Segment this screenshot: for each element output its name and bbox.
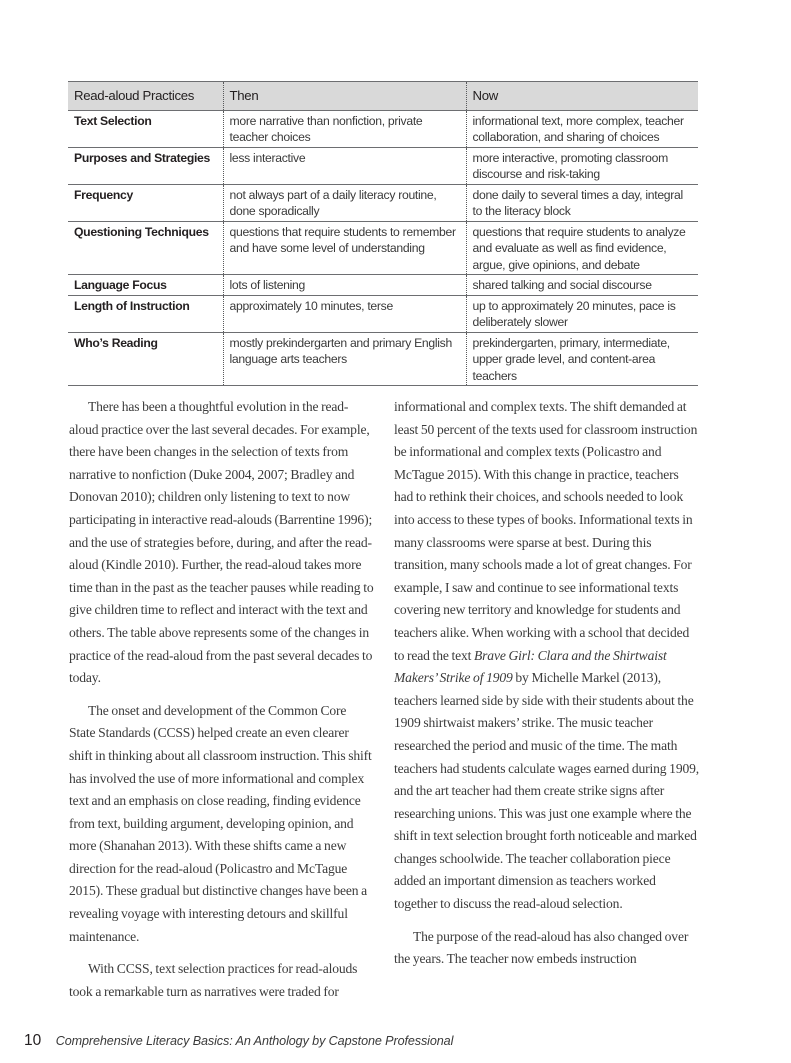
- now-cell: informational text, more complex, teacher collaboration, and sharing of choices: [466, 110, 698, 147]
- now-cell: done daily to several times a day, integral to the literacy block: [466, 184, 698, 221]
- body-paragraph: The purpose of the read-aloud has also changed over the years. The teacher now embeds instruction: [394, 928, 689, 967]
- now-cell: questions that require students to analyze and evaluate as well as find evidence, argue, give opinions, and debate: [466, 221, 698, 275]
- body-paragraph: The onset and development of the Common Core State Standards (CCSS) helped create an even clearer shift in thinking about all classroom instruction. This shift has involved the use of more informational and complex text and an emphasis on close reading, finding evidence from text, building argument, developing opinion, and more (Shanahan 2013). With these shifts came a new direction for the read-aloud (Policastro and McTague 2015). These gradual but distinctive changes have been a revealing voyage with interesting detours and skillful maintenance.: [69, 702, 372, 944]
- table-header-row: [68, 82, 698, 111]
- read-aloud-practices-table: [68, 81, 698, 386]
- then-cell: mostly prekindergarten and primary English language arts teachers: [223, 332, 466, 386]
- then-cell: approximately 10 minutes, terse: [223, 295, 466, 332]
- practice-cell: Text Selection: [74, 113, 152, 128]
- then-cell: questions that require students to remember and have some level of understanding: [223, 221, 466, 275]
- practice-cell: Purposes and Strategies: [74, 150, 211, 165]
- running-title: Comprehensive Literacy Basics: An Anthology by Capstone Professional: [55, 1034, 454, 1049]
- header-now: Now: [466, 82, 698, 111]
- practice-cell: Language Focus: [74, 278, 167, 292]
- then-cell: not always part of a daily literacy routine, done sporadically: [223, 184, 466, 221]
- table-row: [68, 110, 698, 147]
- header-then: Then: [223, 82, 466, 111]
- now-cell: shared talking and social discourse: [466, 275, 698, 296]
- right-column: [394, 396, 699, 981]
- table-row: [68, 295, 698, 332]
- page-number: 10: [24, 1032, 42, 1050]
- now-cell: up to approximately 20 minutes, pace is deliberately slower: [466, 295, 698, 332]
- table-row: [68, 221, 698, 275]
- body-paragraph-continued: [394, 396, 699, 916]
- body-text-columns: [69, 396, 699, 1013]
- table-row: [68, 184, 698, 221]
- now-cell: more interactive, promoting classroom discourse and risk-taking: [466, 147, 698, 184]
- left-column: [69, 396, 374, 1013]
- practice-cell: Frequency: [74, 187, 133, 202]
- practice-cell: Who’s Reading: [74, 335, 158, 350]
- table-row: [68, 332, 698, 386]
- then-cell: lots of listening: [223, 275, 466, 296]
- now-cell: prekindergarten, primary, intermediate, upper grade level, and content-area teachers: [466, 332, 698, 386]
- then-cell: less interactive: [223, 147, 466, 184]
- then-cell: more narrative than nonfiction, private teacher choices: [223, 110, 466, 147]
- book-title: Brave Girl: Clara and the Shirtwaist Makers’ Strike of 1909: [394, 647, 667, 686]
- practice-cell: Length of Instruction: [74, 298, 190, 313]
- body-paragraph: With CCSS, text selection practices for read-alouds took a remarkable turn as narratives were traded for: [69, 961, 358, 999]
- body-paragraph: There has been a thoughtful evolution in the read-aloud practice over the last several decades. For example, there have been changes in the selection of texts from narrative to nonfiction (Duke 2004, 2007; Bradley and Donovan 2010); children only listening to text to now participating in interactive read-alouds (Barrentine 1996); and the use of strategies before, during, and after the read-aloud (Kindle 2010). Further, the read-aloud takes more time than in the past as the teacher pauses while reading to give children time to reflect and interact with the text and others. The table above represents some of the changes in practice of the read-aloud from the past several decades to today.: [69, 399, 374, 686]
- table-row: [68, 147, 698, 184]
- header-practices: Read-aloud Practices: [74, 88, 195, 103]
- page-footer: [24, 1031, 791, 1063]
- comparison-table-container: [68, 81, 698, 386]
- practice-cell: Questioning Techniques: [74, 224, 209, 239]
- text-run: informational and complex texts. The shift demanded at least 50 percent of the texts used for classroom instruction be informational and complex texts (Policastro and McTague 2015). With this change in practice, teachers had to rethink their choices, and schools needed to look into access to these types of books. Informational texts in many classrooms were sparse at best. During this transition, many schools made a lot of great changes. For example, I saw and continue to see informational texts covering new territory and knowledge for students and teachers alike. When working with a school that decided to read the text: [394, 399, 698, 663]
- text-run: by Michelle Markel (2013), teachers learned side by side with their students about the 1909 shirtwaist makers’ strike. The music teacher researched the period and music of the time. The math teachers had students calculate wages earned during 1909, and the art teacher had them create strike signs after researching unions. This was just one example where the shift in text selection brought forth noticeable and marked changes schoolwide. The teacher collaboration piece added an important dimension as teachers worked together to discuss the read-aloud selection.: [394, 670, 700, 912]
- table-row: [68, 275, 698, 296]
